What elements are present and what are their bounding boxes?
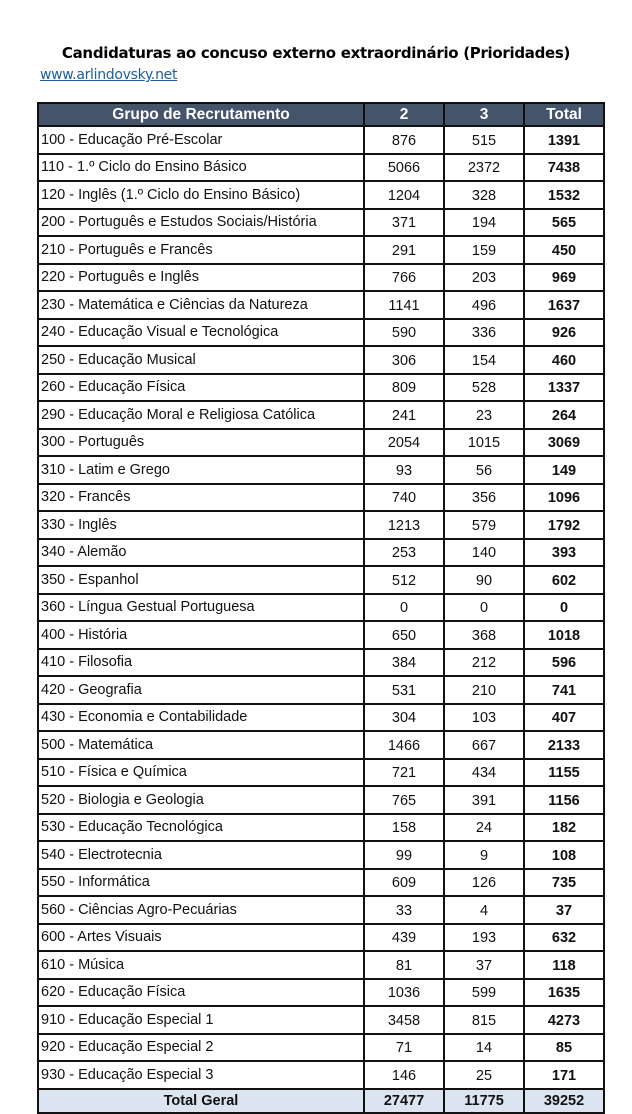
prioridade-3-cell: 23 bbox=[444, 401, 524, 429]
prioridade-3-cell: 56 bbox=[444, 456, 524, 484]
total-geral-label: Total Geral bbox=[38, 1089, 364, 1114]
candidaturas-table bbox=[37, 102, 605, 1114]
table-row bbox=[38, 1061, 604, 1089]
table-row bbox=[38, 154, 604, 182]
prioridade-3-cell: 0 bbox=[444, 594, 524, 622]
table-row bbox=[38, 374, 604, 402]
table-row bbox=[38, 704, 604, 732]
prioridade-2-cell: 0 bbox=[364, 594, 444, 622]
prioridade-2-cell: 650 bbox=[364, 621, 444, 649]
group-cell: 430 - Economia e Contabilidade bbox=[38, 704, 364, 732]
total-cell: 926 bbox=[524, 319, 604, 347]
group-cell: 110 - 1.º Ciclo do Ensino Básico bbox=[38, 154, 364, 182]
prioridade-2-cell: 766 bbox=[364, 264, 444, 292]
group-cell: 260 - Educação Física bbox=[38, 374, 364, 402]
total-cell: 969 bbox=[524, 264, 604, 292]
table-row bbox=[38, 924, 604, 952]
total-cell: 565 bbox=[524, 209, 604, 237]
prioridade-2-cell: 93 bbox=[364, 456, 444, 484]
prioridade-3-cell: 1015 bbox=[444, 429, 524, 457]
prioridade-3-cell: 90 bbox=[444, 566, 524, 594]
prioridade-3-cell: 528 bbox=[444, 374, 524, 402]
group-cell: 500 - Matemática bbox=[38, 731, 364, 759]
group-cell: 100 - Educação Pré-Escolar bbox=[38, 126, 364, 154]
table-row bbox=[38, 539, 604, 567]
group-cell: 240 - Educação Visual e Tecnológica bbox=[38, 319, 364, 347]
prioridade-2-cell: 531 bbox=[364, 676, 444, 704]
total-cell: 1337 bbox=[524, 374, 604, 402]
prioridade-3-cell: 210 bbox=[444, 676, 524, 704]
group-cell: 610 - Música bbox=[38, 951, 364, 979]
prioridade-3-cell: 25 bbox=[444, 1061, 524, 1089]
table-row bbox=[38, 841, 604, 869]
prioridade-2-cell: 146 bbox=[364, 1061, 444, 1089]
total-cell: 1018 bbox=[524, 621, 604, 649]
table-row bbox=[38, 1006, 604, 1034]
total-cell: 4273 bbox=[524, 1006, 604, 1034]
table-row bbox=[38, 621, 604, 649]
total-cell: 85 bbox=[524, 1034, 604, 1062]
table-row bbox=[38, 649, 604, 677]
table-row bbox=[38, 484, 604, 512]
group-cell: 350 - Espanhol bbox=[38, 566, 364, 594]
table-row bbox=[38, 566, 604, 594]
total-cell: 0 bbox=[524, 594, 604, 622]
prioridade-3-cell: 391 bbox=[444, 786, 524, 814]
prioridade-2-cell: 241 bbox=[364, 401, 444, 429]
prioridade-2-cell: 740 bbox=[364, 484, 444, 512]
table-row bbox=[38, 291, 604, 319]
prioridade-3-cell: 212 bbox=[444, 649, 524, 677]
header-prioridade-3: 3 bbox=[444, 103, 524, 126]
group-cell: 330 - Inglês bbox=[38, 511, 364, 539]
prioridade-3-cell: 579 bbox=[444, 511, 524, 539]
total-cell: 1096 bbox=[524, 484, 604, 512]
table-row bbox=[38, 209, 604, 237]
total-cell: 2133 bbox=[524, 731, 604, 759]
total-cell: 1637 bbox=[524, 291, 604, 319]
group-cell: 540 - Electrotecnia bbox=[38, 841, 364, 869]
table-row bbox=[38, 869, 604, 897]
group-cell: 410 - Filosofia bbox=[38, 649, 364, 677]
prioridade-2-cell: 306 bbox=[364, 346, 444, 374]
document-title: Candidaturas ao concuso externo extraordinário (Prioridades) bbox=[61, 44, 571, 62]
table-row bbox=[38, 951, 604, 979]
table-row bbox=[38, 126, 604, 154]
prioridade-2-cell: 765 bbox=[364, 786, 444, 814]
total-cell: 171 bbox=[524, 1061, 604, 1089]
group-cell: 620 - Educação Física bbox=[38, 979, 364, 1007]
total-cell: 108 bbox=[524, 841, 604, 869]
group-cell: 550 - Informática bbox=[38, 869, 364, 897]
prioridade-3-cell: 2372 bbox=[444, 154, 524, 182]
total-cell: 602 bbox=[524, 566, 604, 594]
prioridade-2-cell: 384 bbox=[364, 649, 444, 677]
group-cell: 250 - Educação Musical bbox=[38, 346, 364, 374]
group-cell: 560 - Ciências Agro-Pecuárias bbox=[38, 896, 364, 924]
prioridade-3-cell: 9 bbox=[444, 841, 524, 869]
total-cell: 1792 bbox=[524, 511, 604, 539]
total-cell: 1155 bbox=[524, 759, 604, 787]
total-geral-total: 39252 bbox=[524, 1089, 604, 1114]
prioridade-2-cell: 5066 bbox=[364, 154, 444, 182]
prioridade-3-cell: 37 bbox=[444, 951, 524, 979]
prioridade-3-cell: 815 bbox=[444, 1006, 524, 1034]
prioridade-2-cell: 291 bbox=[364, 236, 444, 264]
prioridade-3-cell: 159 bbox=[444, 236, 524, 264]
header-prioridade-2: 2 bbox=[364, 103, 444, 126]
prioridade-2-cell: 158 bbox=[364, 814, 444, 842]
group-cell: 320 - Francês bbox=[38, 484, 364, 512]
total-cell: 1156 bbox=[524, 786, 604, 814]
total-cell: 407 bbox=[524, 704, 604, 732]
table-row bbox=[38, 731, 604, 759]
website-link[interactable]: www.arlindovsky.net bbox=[40, 67, 178, 83]
total-cell: 460 bbox=[524, 346, 604, 374]
prioridade-2-cell: 590 bbox=[364, 319, 444, 347]
group-cell: 600 - Artes Visuais bbox=[38, 924, 364, 952]
total-cell: 450 bbox=[524, 236, 604, 264]
total-cell: 118 bbox=[524, 951, 604, 979]
prioridade-2-cell: 876 bbox=[364, 126, 444, 154]
table-row bbox=[38, 456, 604, 484]
group-cell: 910 - Educação Especial 1 bbox=[38, 1006, 364, 1034]
header-grupo: Grupo de Recrutamento bbox=[38, 103, 364, 126]
prioridade-2-cell: 253 bbox=[364, 539, 444, 567]
group-cell: 300 - Português bbox=[38, 429, 364, 457]
total-cell: 1532 bbox=[524, 181, 604, 209]
total-cell: 632 bbox=[524, 924, 604, 952]
prioridade-2-cell: 71 bbox=[364, 1034, 444, 1062]
prioridade-3-cell: 368 bbox=[444, 621, 524, 649]
prioridade-3-cell: 14 bbox=[444, 1034, 524, 1062]
total-cell: 596 bbox=[524, 649, 604, 677]
prioridade-3-cell: 356 bbox=[444, 484, 524, 512]
prioridade-3-cell: 328 bbox=[444, 181, 524, 209]
table-row bbox=[38, 786, 604, 814]
prioridade-3-cell: 103 bbox=[444, 704, 524, 732]
group-cell: 360 - Língua Gestual Portuguesa bbox=[38, 594, 364, 622]
group-cell: 230 - Matemática e Ciências da Natureza bbox=[38, 291, 364, 319]
total-cell: 1391 bbox=[524, 126, 604, 154]
total-cell: 3069 bbox=[524, 429, 604, 457]
total-geral-p3: 11775 bbox=[444, 1089, 524, 1114]
prioridade-2-cell: 1141 bbox=[364, 291, 444, 319]
total-cell: 264 bbox=[524, 401, 604, 429]
table-row bbox=[38, 346, 604, 374]
table-row bbox=[38, 236, 604, 264]
prioridade-2-cell: 81 bbox=[364, 951, 444, 979]
prioridade-2-cell: 371 bbox=[364, 209, 444, 237]
total-cell: 1635 bbox=[524, 979, 604, 1007]
group-cell: 340 - Alemão bbox=[38, 539, 364, 567]
prioridade-3-cell: 193 bbox=[444, 924, 524, 952]
prioridade-2-cell: 33 bbox=[364, 896, 444, 924]
group-cell: 220 - Português e Inglês bbox=[38, 264, 364, 292]
header-total: Total bbox=[524, 103, 604, 126]
table-row bbox=[38, 511, 604, 539]
prioridade-2-cell: 99 bbox=[364, 841, 444, 869]
group-cell: 520 - Biologia e Geologia bbox=[38, 786, 364, 814]
prioridade-3-cell: 4 bbox=[444, 896, 524, 924]
group-cell: 400 - História bbox=[38, 621, 364, 649]
group-cell: 120 - Inglês (1.º Ciclo do Ensino Básico) bbox=[38, 181, 364, 209]
prioridade-2-cell: 1204 bbox=[364, 181, 444, 209]
prioridade-3-cell: 154 bbox=[444, 346, 524, 374]
prioridade-3-cell: 194 bbox=[444, 209, 524, 237]
total-cell: 149 bbox=[524, 456, 604, 484]
prioridade-2-cell: 1213 bbox=[364, 511, 444, 539]
prioridade-3-cell: 336 bbox=[444, 319, 524, 347]
group-cell: 920 - Educação Especial 2 bbox=[38, 1034, 364, 1062]
table-row bbox=[38, 181, 604, 209]
total-cell: 735 bbox=[524, 869, 604, 897]
prioridade-2-cell: 609 bbox=[364, 869, 444, 897]
total-geral-row bbox=[38, 1089, 604, 1114]
group-cell: 510 - Física e Química bbox=[38, 759, 364, 787]
prioridade-2-cell: 1466 bbox=[364, 731, 444, 759]
group-cell: 200 - Português e Estudos Sociais/História bbox=[38, 209, 364, 237]
prioridade-3-cell: 496 bbox=[444, 291, 524, 319]
total-geral-p2: 27477 bbox=[364, 1089, 444, 1114]
total-cell: 182 bbox=[524, 814, 604, 842]
table-row bbox=[38, 814, 604, 842]
total-cell: 393 bbox=[524, 539, 604, 567]
table-row bbox=[38, 676, 604, 704]
prioridade-3-cell: 667 bbox=[444, 731, 524, 759]
prioridade-3-cell: 24 bbox=[444, 814, 524, 842]
prioridade-3-cell: 203 bbox=[444, 264, 524, 292]
group-cell: 290 - Educação Moral e Religiosa Católica bbox=[38, 401, 364, 429]
prioridade-2-cell: 3458 bbox=[364, 1006, 444, 1034]
prioridade-3-cell: 140 bbox=[444, 539, 524, 567]
prioridade-2-cell: 809 bbox=[364, 374, 444, 402]
table-row bbox=[38, 759, 604, 787]
group-cell: 310 - Latim e Grego bbox=[38, 456, 364, 484]
table-row bbox=[38, 979, 604, 1007]
prioridade-3-cell: 599 bbox=[444, 979, 524, 1007]
table-row bbox=[38, 594, 604, 622]
group-cell: 420 - Geografia bbox=[38, 676, 364, 704]
total-cell: 37 bbox=[524, 896, 604, 924]
table-row bbox=[38, 401, 604, 429]
prioridade-3-cell: 515 bbox=[444, 126, 524, 154]
table-row bbox=[38, 429, 604, 457]
prioridade-3-cell: 126 bbox=[444, 869, 524, 897]
prioridade-2-cell: 512 bbox=[364, 566, 444, 594]
table-row bbox=[38, 896, 604, 924]
table-row bbox=[38, 319, 604, 347]
table-row bbox=[38, 264, 604, 292]
group-cell: 930 - Educação Especial 3 bbox=[38, 1061, 364, 1089]
group-cell: 530 - Educação Tecnológica bbox=[38, 814, 364, 842]
total-cell: 741 bbox=[524, 676, 604, 704]
table-header-row bbox=[38, 103, 604, 126]
group-cell: 210 - Português e Francês bbox=[38, 236, 364, 264]
prioridade-2-cell: 1036 bbox=[364, 979, 444, 1007]
prioridade-2-cell: 2054 bbox=[364, 429, 444, 457]
total-cell: 7438 bbox=[524, 154, 604, 182]
prioridade-2-cell: 304 bbox=[364, 704, 444, 732]
prioridade-3-cell: 434 bbox=[444, 759, 524, 787]
prioridade-2-cell: 439 bbox=[364, 924, 444, 952]
prioridade-2-cell: 721 bbox=[364, 759, 444, 787]
table-row bbox=[38, 1034, 604, 1062]
